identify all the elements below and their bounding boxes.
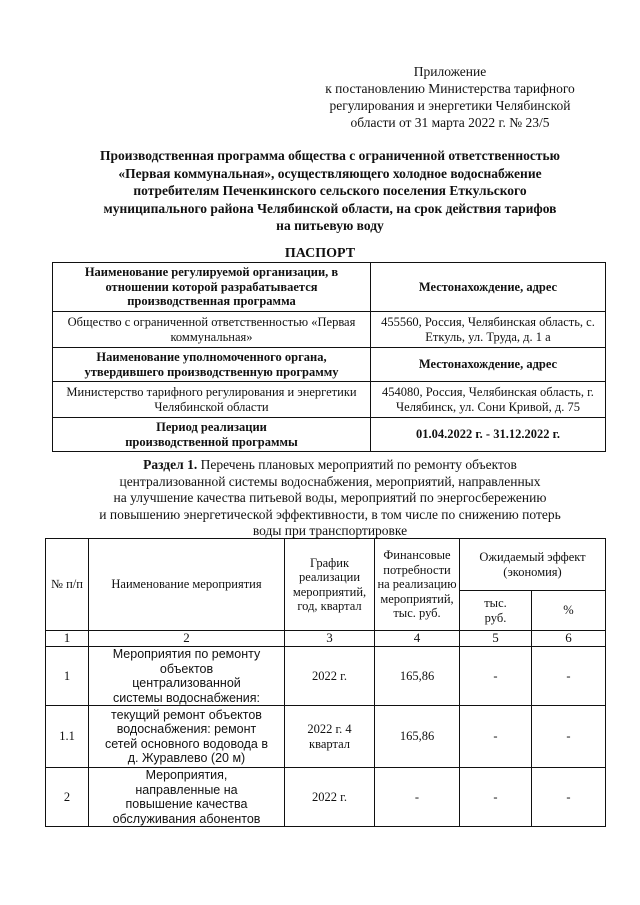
org-address-cell: 455560, Россия, Челябинская область, с. Еткуль, ул. Труда, д. 1 а <box>371 312 606 348</box>
authority-location-header-cell: Местонахождение, адрес <box>371 348 606 382</box>
row-effect-pct: - <box>532 647 606 706</box>
column-number: 4 <box>375 631 460 647</box>
column-number: 1 <box>46 631 89 647</box>
row-num: 1 <box>46 647 89 706</box>
row-num: 2 <box>46 768 89 827</box>
authority-address-cell: 454080, Россия, Челябинская область, г. Челябинск, ул. Сони Кривой, д. 75 <box>371 382 606 418</box>
header-finance: Финансовые потребности на реализацию мероприятий, тыс. руб. <box>375 539 460 631</box>
row-num: 1.1 <box>46 706 89 768</box>
row-effect-rub: - <box>460 706 532 768</box>
header-effect: Ожидаемый эффект (экономия) <box>460 539 606 591</box>
title-line: на питьевую воду <box>276 218 384 234</box>
section-line: и повышению энергетической эффективности, в том числе по снижению потерь <box>99 506 561 522</box>
appendix-line: к постановлению Министерства тарифного <box>325 81 575 96</box>
header-name: Наименование мероприятия <box>89 539 285 631</box>
column-number: 6 <box>532 631 606 647</box>
header-effect-pct: % <box>532 591 606 631</box>
period-header-cell: Период реализации производственной программы <box>53 418 371 452</box>
header-schedule: График реализации мероприятий, год, квартал <box>285 539 375 631</box>
org-name-cell: Общество с ограниченной ответственностью «Первая коммунальная» <box>53 312 371 348</box>
appendix-line: области от 31 марта 2022 г. № 23/5 <box>350 115 550 130</box>
header-effect-rub: тыс. руб. <box>460 591 532 631</box>
document-title <box>40 147 620 235</box>
section-heading <box>40 457 620 540</box>
location-header-cell: Местонахождение, адрес <box>371 263 606 312</box>
row-finance: 165,86 <box>375 706 460 768</box>
row-name: текущий ремонт объектов водоснабжения: ремонт сетей основного водовода в д. Журавлево (20 м) <box>89 706 285 768</box>
authority-name-cell: Министерство тарифного регулирования и энергетики Челябинской области <box>53 382 371 418</box>
appendix-line: Приложение <box>413 64 487 79</box>
events-table <box>45 538 606 827</box>
row-schedule: 2022 г. 4 квартал <box>285 706 375 768</box>
title-line: «Первая коммунальная», осуществляющего холодное водоснабжение <box>118 165 542 181</box>
row-schedule: 2022 г. <box>285 647 375 706</box>
passport-heading: ПАСПОРТ <box>284 246 356 261</box>
authority-header-cell: Наименование уполномоченного органа, утвердившего производственную программу <box>53 348 371 382</box>
table-row <box>46 706 606 768</box>
appendix-line: регулирования и энергетики Челябинской <box>329 98 571 113</box>
org-header-cell: Наименование регулируемой организации, в отношении которой разрабатывается производственная программа <box>53 263 371 312</box>
section-line: воды при транспортировке <box>252 523 408 538</box>
column-number: 3 <box>285 631 375 647</box>
row-name: Мероприятия по ремонту объектов централизованной системы водоснабжения: <box>89 647 285 706</box>
appendix-note <box>300 63 600 131</box>
row-finance: - <box>375 768 460 827</box>
column-number: 2 <box>89 631 285 647</box>
period-value-cell: 01.04.2022 г. - 31.12.2022 г. <box>371 418 606 452</box>
row-name: Мероприятия, направленные на повышение качества обслуживания абонентов <box>89 768 285 827</box>
row-schedule: 2022 г. <box>285 768 375 827</box>
column-number: 5 <box>460 631 532 647</box>
passport-table <box>52 262 606 452</box>
title-line: потребителям Печенкинского сельского поселения Еткульского <box>133 183 527 199</box>
header-num: № п/п <box>46 539 89 631</box>
table-row <box>46 768 606 827</box>
row-finance: 165,86 <box>375 647 460 706</box>
title-line: муниципального района Челябинской области, на срок действия тарифов <box>103 200 557 216</box>
row-effect-pct: - <box>532 768 606 827</box>
table-row <box>46 647 606 706</box>
title-line: Производственная программа общества с ограниченной ответственностью <box>100 148 560 163</box>
row-effect-pct: - <box>532 706 606 768</box>
section-line: Перечень плановых мероприятий по ремонту объектов <box>200 457 517 472</box>
section-line: на улучшение качества питьевой воды, мероприятий по энергосбережению <box>113 490 547 505</box>
section-line: централизованной системы водоснабжения, мероприятий, направленных <box>119 473 541 489</box>
row-effect-rub: - <box>460 768 532 827</box>
section-label: Раздел 1. <box>143 457 198 472</box>
row-effect-rub: - <box>460 647 532 706</box>
